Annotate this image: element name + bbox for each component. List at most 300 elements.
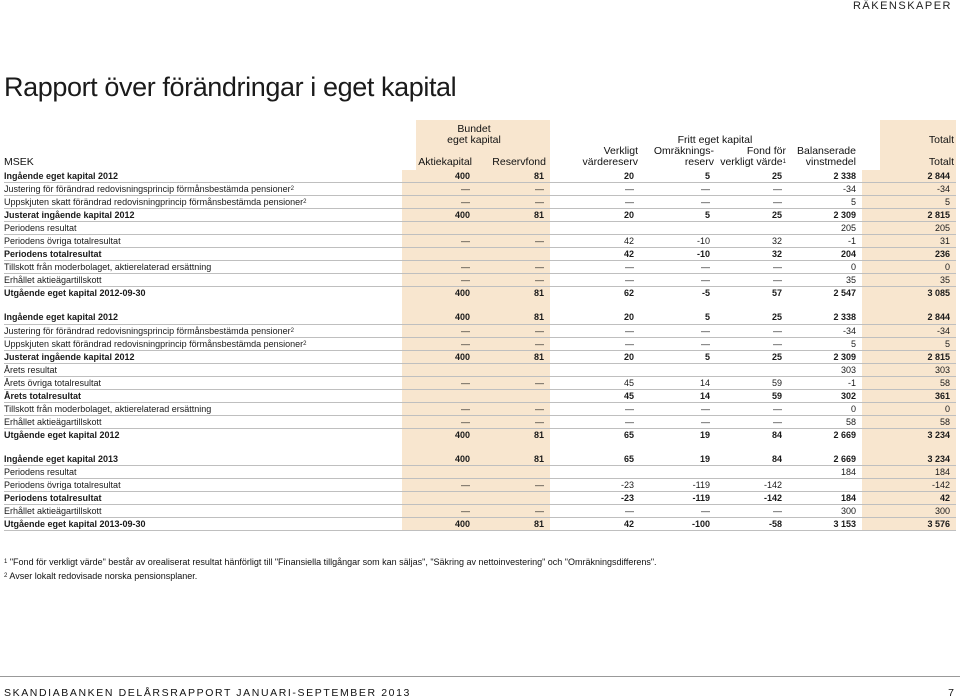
- cell-value: 31: [862, 235, 956, 248]
- cell-value: —: [640, 324, 716, 337]
- group-header-bound-line1: Bundet: [457, 123, 491, 135]
- cell-value: —: [550, 505, 640, 518]
- row-label: [4, 505, 402, 518]
- cell-value: —: [402, 376, 476, 389]
- row-label-text: Årets resultat: [4, 364, 58, 375]
- spacer-cell: [716, 441, 788, 453]
- cell-value: —: [402, 196, 476, 209]
- row-label: [4, 209, 402, 222]
- cell-value: 59: [716, 389, 788, 402]
- cell-value: 84: [771, 429, 782, 440]
- cell-value: —: [716, 337, 788, 350]
- cell-value: 5: [788, 337, 862, 350]
- table-row: [4, 222, 956, 235]
- cell-value: 300: [788, 505, 862, 518]
- col-header-verkligt-line2: värdereserv: [582, 156, 638, 168]
- col-header-reservfond: Reservfond: [492, 156, 546, 168]
- table-row: [4, 505, 956, 518]
- cell-value: 25: [716, 170, 788, 183]
- cell-value: 42: [862, 492, 956, 505]
- cell-value: -119: [640, 479, 716, 492]
- group-header-bound-line2: eget kapital: [447, 134, 501, 146]
- cell-value: 81: [476, 170, 550, 183]
- row-label: [4, 465, 402, 478]
- row-label-text: Uppskjuten skatt förändrad redovisningprincip förmånsbestämda pensioner: [4, 338, 304, 349]
- cell-value: [402, 222, 476, 235]
- cell-value: —: [640, 402, 716, 415]
- row-label-text: Utgående eget kapital 2012-09-30: [4, 288, 146, 299]
- cell-value: —: [476, 337, 550, 350]
- cell-value: 5: [640, 350, 716, 363]
- table-row: [4, 518, 956, 531]
- cell-value: —: [476, 274, 550, 287]
- cell-value: 2 815: [862, 350, 956, 363]
- cell-value: [476, 363, 550, 376]
- cell-value: -34: [862, 183, 956, 196]
- cell-value: 400: [402, 311, 476, 324]
- page-number: 7: [948, 687, 954, 699]
- cell-value: 184: [862, 465, 956, 478]
- table-row: [4, 363, 956, 376]
- footnote-text-1: "Fond för verkligt värde" består av orealiserat resultat hänförligt till "Finansiella tillgångar som kan säljas", "Säkring av nettoinvestering" och "Omräkningsdifferens".: [9, 557, 657, 567]
- cell-value: 58: [862, 376, 956, 389]
- cell-value: —: [402, 183, 476, 196]
- cell-value: —: [550, 274, 640, 287]
- group-header-free: Fritt eget kapital: [677, 134, 753, 146]
- row-label-text: Periodens övriga totalresultat: [4, 236, 121, 247]
- cell-value: -142: [862, 479, 956, 492]
- cell-value: 5: [640, 311, 716, 324]
- cell-value: 0: [862, 402, 956, 415]
- cell-value: —: [476, 196, 550, 209]
- cell-value: 5: [862, 196, 956, 209]
- row-label: [4, 518, 402, 531]
- table-row: [4, 311, 956, 324]
- cell-value: -23: [550, 479, 640, 492]
- cell-value: [550, 363, 640, 376]
- cell-value: 81: [476, 453, 550, 466]
- cell-value: 0: [788, 261, 862, 274]
- cell-value: 3 234: [862, 428, 956, 441]
- cell-value: —: [716, 183, 788, 196]
- col-header-msek: MSEK: [4, 156, 34, 168]
- cell-value: 57: [771, 288, 782, 299]
- row-label: [4, 376, 402, 389]
- spacer-row: [4, 441, 956, 453]
- footnote-mark: 2: [303, 199, 307, 206]
- cell-value: —: [402, 337, 476, 350]
- cell-value: 14: [640, 389, 716, 402]
- cell-value: 303: [788, 363, 862, 376]
- cell-value: —: [716, 415, 788, 428]
- spacer-cell: [476, 299, 550, 311]
- row-label: [4, 274, 402, 287]
- footer-text: SKANDIABANKEN DELÅRSRAPPORT JANUARI-SEPTEMBER 2013: [4, 687, 411, 699]
- cell-value: —: [476, 402, 550, 415]
- row-label: [4, 492, 402, 505]
- cell-value: 2 844: [862, 170, 956, 183]
- cell-value: [476, 389, 550, 402]
- footnote-1: [4, 555, 657, 569]
- cell-value: —: [716, 324, 788, 337]
- cell-value: [716, 363, 788, 376]
- cell-value: 184: [788, 492, 862, 505]
- cell-value: [402, 363, 476, 376]
- cell-value: [476, 248, 550, 261]
- cell-value: -1: [788, 235, 862, 248]
- cell-value: 3 085: [862, 287, 956, 300]
- cell-value: —: [476, 183, 550, 196]
- cell-value: —: [476, 235, 550, 248]
- cell-value: —: [550, 261, 640, 274]
- cell-value: —: [402, 274, 476, 287]
- table-row: [4, 209, 956, 222]
- cell-value: 236: [862, 248, 956, 261]
- cell-value: 2 844: [862, 311, 956, 324]
- cell-value: 3 576: [862, 518, 956, 531]
- cell-value: 2 669: [833, 429, 856, 440]
- footnote-mark: 2: [303, 340, 307, 347]
- cell-value: 361: [862, 389, 956, 402]
- spacer-cell: [862, 441, 956, 453]
- cell-value: 81: [476, 311, 550, 324]
- cell-value: 204: [788, 248, 862, 261]
- table-row: [4, 492, 956, 505]
- cell-value: [476, 222, 550, 235]
- cell-value: [476, 465, 550, 478]
- page-title: Rapport över förändringar i eget kapital: [4, 72, 457, 103]
- spacer-cell: [716, 299, 788, 311]
- cell-value: —: [716, 505, 788, 518]
- col-header-balanserade-line2: vinstmedel: [805, 156, 856, 168]
- table-row: [4, 261, 956, 274]
- cell-value: —: [640, 261, 716, 274]
- cell-value: 20: [550, 209, 640, 222]
- row-label-text: Justering för förändrad redovisningsprincip förmånsbestämda pensioner: [4, 325, 291, 336]
- row-label: [4, 324, 402, 337]
- row-label: [4, 261, 402, 274]
- cell-value: [640, 222, 716, 235]
- cell-value: 2 815: [862, 209, 956, 222]
- table-row: [4, 337, 956, 350]
- cell-value: -34: [788, 183, 862, 196]
- fond-label: verkligt värde: [720, 156, 783, 168]
- cell-value: [716, 465, 788, 478]
- cell-value: 5: [862, 337, 956, 350]
- table-row: [4, 465, 956, 478]
- row-label: [4, 311, 402, 324]
- table-row: [4, 376, 956, 389]
- cell-value: 400: [402, 453, 476, 466]
- table-row: [4, 350, 956, 363]
- cell-value: 81: [476, 287, 550, 300]
- row-label-text: Erhållet aktieägartillskott: [4, 416, 102, 427]
- cell-value: —: [550, 196, 640, 209]
- cell-value: —: [550, 402, 640, 415]
- row-label-text: Justerat ingående kapital 2012: [4, 351, 135, 362]
- cell-value: —: [476, 324, 550, 337]
- cell-value: 205: [788, 222, 862, 235]
- row-label: [4, 222, 402, 235]
- table-row: [4, 248, 956, 261]
- row-label-text: Periodens resultat: [4, 467, 77, 477]
- table-row: [4, 183, 956, 196]
- cell-value: 45: [550, 389, 640, 402]
- col-header-omrakning-line2: reserv: [684, 156, 714, 168]
- cell-value: 32: [716, 235, 788, 248]
- cell-value: 2 309: [788, 209, 862, 222]
- cell-value: —: [476, 376, 550, 389]
- row-label: [4, 350, 402, 363]
- table-row: [4, 428, 956, 441]
- cell-value: 45: [550, 376, 640, 389]
- cell-value: 2 669: [788, 453, 862, 466]
- row-label: [4, 196, 402, 209]
- col-header-balanserade-line1: Balanserade: [797, 145, 856, 157]
- cell-value: —: [476, 479, 550, 492]
- footnote-mark-2: 2: [4, 573, 8, 579]
- cell-value: -34: [788, 324, 862, 337]
- cell-value: —: [402, 479, 476, 492]
- cell-value: 84: [716, 453, 788, 466]
- cell-value: [402, 248, 476, 261]
- row-label-text: Justerat ingående kapital 2012: [4, 210, 135, 221]
- row-label-text: Uppskjuten skatt förändrad redovisningprincip förmånsbestämda pensioner: [4, 197, 304, 208]
- cell-value: -100: [640, 518, 716, 531]
- cell-value: —: [550, 324, 640, 337]
- cell-value: 58: [862, 415, 956, 428]
- cell-value: 65: [623, 429, 634, 440]
- row-label: [4, 337, 402, 350]
- equity-table: [4, 170, 956, 531]
- footnote-text-2: Avser lokalt redovisade norska pensionsplaner.: [9, 571, 198, 581]
- cell-value: —: [640, 415, 716, 428]
- footnote-2: [4, 569, 657, 583]
- spacer-cell: [4, 299, 402, 311]
- cell-value: 42: [550, 248, 640, 261]
- cell-value: [550, 465, 640, 478]
- table-row: [4, 415, 956, 428]
- table-row: [4, 196, 956, 209]
- row-label-text: Ingående eget kapital 2012: [4, 171, 119, 182]
- cell-value: 32: [716, 248, 788, 261]
- group-header-total: Totalt: [928, 134, 954, 146]
- cell-value: 302: [788, 389, 862, 402]
- footnote-mark: 2: [290, 186, 294, 193]
- cell-value: -10: [640, 235, 716, 248]
- cell-value: —: [402, 324, 476, 337]
- footnotes: [4, 555, 657, 583]
- table-row: [4, 170, 956, 183]
- cell-value: 62: [623, 288, 634, 299]
- cell-value: -142: [716, 492, 788, 505]
- row-label-text: Årets totalresultat: [4, 390, 82, 401]
- cell-value: —: [716, 261, 788, 274]
- row-label: [4, 170, 402, 183]
- row-label: [4, 402, 402, 415]
- table-row: [4, 287, 956, 300]
- cell-value: [402, 465, 476, 478]
- cell-value: —: [716, 274, 788, 287]
- cell-value: 205: [862, 222, 956, 235]
- cell-value: 42: [550, 518, 640, 531]
- footnote-mark-1: 1: [4, 559, 8, 565]
- cell-value: [550, 222, 640, 235]
- spacer-cell: [788, 441, 862, 453]
- cell-value: —: [716, 402, 788, 415]
- cell-value: —: [402, 261, 476, 274]
- row-label-text: Ingående eget kapital 2012: [4, 312, 119, 323]
- cell-value: —: [550, 183, 640, 196]
- col-header-aktiekapital: Aktiekapital: [418, 156, 472, 168]
- cell-value: 3 153: [788, 518, 862, 531]
- cell-value: 59: [716, 376, 788, 389]
- cell-value: 81: [476, 350, 550, 363]
- cell-value: 303: [862, 363, 956, 376]
- cell-value: 42: [550, 235, 640, 248]
- col-header-fond-line1: Fond för: [746, 145, 786, 157]
- table-row: [4, 402, 956, 415]
- spacer-cell: [640, 299, 716, 311]
- table-row: [4, 235, 956, 248]
- cell-value: [788, 479, 862, 492]
- cell-value: 25: [716, 311, 788, 324]
- col-header-omrakning-line1: Omräknings-: [653, 145, 714, 157]
- table-row: [4, 389, 956, 402]
- cell-value: 0: [862, 261, 956, 274]
- cell-value: 400: [402, 170, 476, 183]
- row-label: [4, 287, 402, 300]
- section-label: RÄKENSKAPER: [852, 0, 952, 12]
- cell-value: —: [476, 261, 550, 274]
- spacer-cell: [788, 299, 862, 311]
- row-label-text: Tillskott från moderbolaget, aktierelaterad ersättning: [4, 403, 212, 414]
- row-label-text: Periodens totalresultat: [4, 249, 102, 260]
- cell-value: 25: [716, 209, 788, 222]
- row-label-text: Ingående eget kapital 2013: [4, 453, 119, 464]
- cell-value: —: [550, 337, 640, 350]
- cell-value: 81: [476, 428, 550, 441]
- cell-value: -1: [788, 376, 862, 389]
- spacer-cell: [550, 299, 640, 311]
- cell-value: 5: [640, 209, 716, 222]
- cell-value: —: [402, 415, 476, 428]
- spacer-cell: [550, 441, 640, 453]
- cell-value: —: [640, 505, 716, 518]
- cell-value: 184: [788, 465, 862, 478]
- cell-value: 2 309: [788, 350, 862, 363]
- spacer-cell: [640, 441, 716, 453]
- cell-value: 20: [550, 170, 640, 183]
- cell-value: 20: [550, 311, 640, 324]
- cell-value: -119: [640, 492, 716, 505]
- row-label-text: Erhållet aktieägartillskott: [4, 506, 102, 517]
- cell-value: -142: [716, 479, 788, 492]
- cell-value: —: [716, 196, 788, 209]
- row-label-text: Periodens totalresultat: [4, 493, 102, 504]
- row-label: [4, 428, 402, 441]
- cell-value: 58: [788, 415, 862, 428]
- cell-value: [640, 465, 716, 478]
- cell-value: —: [476, 505, 550, 518]
- cell-value: 65: [550, 453, 640, 466]
- cell-value: 0: [788, 402, 862, 415]
- row-label-text: Justering för förändrad redovisningsprincip förmånsbestämda pensioner: [4, 184, 291, 195]
- cell-value: —: [640, 337, 716, 350]
- cell-value: 35: [862, 274, 956, 287]
- cell-value: [402, 492, 476, 505]
- cell-value: 81: [476, 518, 550, 531]
- cell-value: [716, 222, 788, 235]
- cell-value: —: [402, 505, 476, 518]
- cell-value: —: [402, 235, 476, 248]
- row-label: [4, 415, 402, 428]
- col-header-fond-line2: [700, 157, 786, 168]
- cell-value: 81: [476, 209, 550, 222]
- cell-value: -58: [716, 518, 788, 531]
- cell-value: 400: [402, 287, 476, 300]
- row-label: [4, 248, 402, 261]
- cell-value: 400: [402, 428, 476, 441]
- cell-value: 14: [640, 376, 716, 389]
- row-label-text: Periodens övriga totalresultat: [4, 480, 121, 491]
- spacer-cell: [402, 441, 476, 453]
- row-label: [4, 453, 402, 466]
- row-label-text: Utgående eget kapital 2013-09-30: [4, 519, 146, 530]
- cell-value: 35: [788, 274, 862, 287]
- cell-value: 2 547: [833, 288, 856, 299]
- row-label: [4, 363, 402, 376]
- cell-value: -5: [701, 288, 710, 299]
- row-label-text: Årets övriga totalresultat: [4, 377, 102, 388]
- cell-value: —: [640, 196, 716, 209]
- cell-value: 400: [402, 350, 476, 363]
- cell-value: 5: [640, 170, 716, 183]
- cell-value: —: [640, 274, 716, 287]
- footnote-mark: 2: [290, 327, 294, 334]
- cell-value: —: [550, 415, 640, 428]
- col-header-verkligt-line1: Verkligt: [603, 145, 638, 157]
- cell-value: 20: [550, 350, 640, 363]
- spacer-row: [4, 299, 956, 311]
- row-label: [4, 235, 402, 248]
- spacer-cell: [4, 441, 402, 453]
- cell-value: 2 338: [788, 170, 862, 183]
- row-label: [4, 389, 402, 402]
- table-row: [4, 479, 956, 492]
- cell-value: —: [402, 402, 476, 415]
- footer-divider: [0, 676, 960, 677]
- spacer-cell: [862, 299, 956, 311]
- cell-value: 400: [402, 209, 476, 222]
- cell-value: -34: [862, 324, 956, 337]
- cell-value: 25: [716, 350, 788, 363]
- row-label: [4, 183, 402, 196]
- cell-value: -23: [550, 492, 640, 505]
- footnote-mark: 1: [782, 159, 786, 165]
- cell-value: [640, 363, 716, 376]
- spacer-cell: [402, 299, 476, 311]
- cell-value: [476, 492, 550, 505]
- row-label: [4, 479, 402, 492]
- cell-value: -10: [640, 248, 716, 261]
- spacer-cell: [476, 441, 550, 453]
- cell-value: 19: [640, 453, 716, 466]
- table-row: [4, 324, 956, 337]
- row-label-text: Periodens resultat: [4, 223, 77, 234]
- cell-value: 300: [862, 505, 956, 518]
- table-row: [4, 274, 956, 287]
